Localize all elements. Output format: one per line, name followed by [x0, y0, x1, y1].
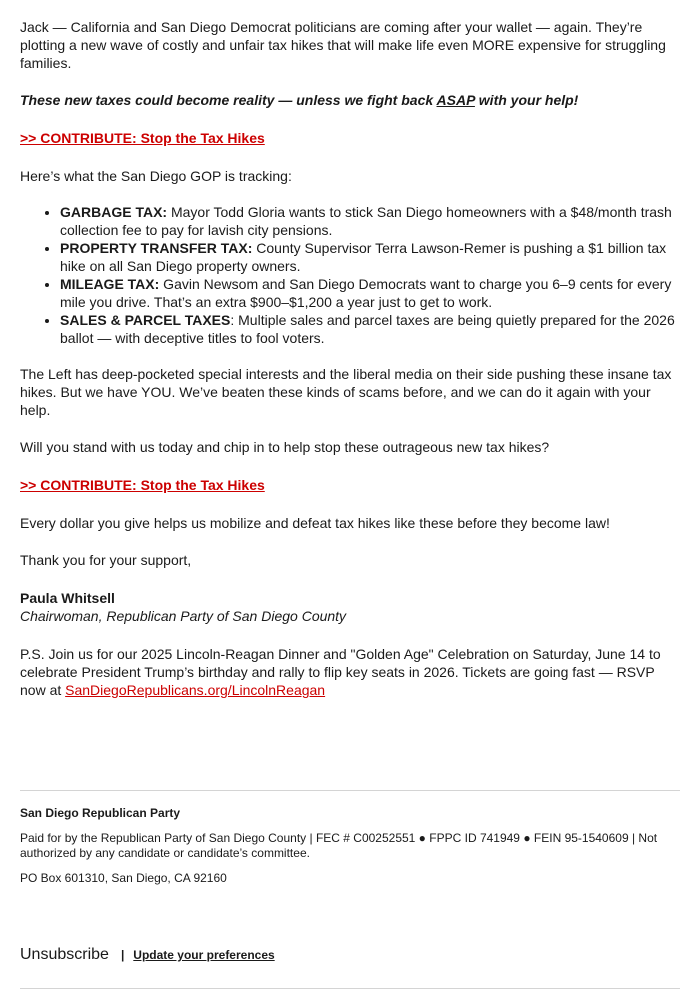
tax-hike-list — [20, 203, 682, 347]
footer-links — [20, 946, 275, 964]
update-preferences-link[interactable]: Update your preferences — [133, 948, 275, 962]
tax-item-text: County Supervisor Terra Lawson-Remer is pushing a $1 billion tax hike on all San Diego property owners. — [60, 240, 667, 274]
link-separator: | — [120, 948, 125, 962]
ps-text: P.S. Join us for our 2025 Lincoln-Reagan Dinner and "Golden Age" Celebration on Saturday, June 14 to celebrate President Trump’s birthday and rally to flip key seats in 2026. Tickets are going fast — RSVP now at — [20, 646, 661, 698]
stand-paragraph: Will you stand with us today and chip in to help stop these outrageous new tax hikes? — [20, 439, 550, 455]
footer-divider-bottom — [20, 988, 680, 989]
warning-text-after: with your help! — [474, 92, 579, 108]
list-item-mileage-tax — [60, 275, 682, 311]
list-item-garbage-tax — [60, 203, 682, 239]
warning-text-before: These new taxes could become reality — unless we fight back — [20, 92, 437, 108]
warning-paragraph — [20, 91, 682, 109]
list-item-property-transfer-tax — [60, 239, 682, 275]
left-paragraph: The Left has deep-pocketed special interests and the liberal media on their side pushing these insane tax hikes. But we have YOU. We’ve beaten these kinds of scams before, and we can do it again with your help. — [20, 366, 672, 418]
lincoln-reagan-link[interactable]: SanDiegoRepublicans.org/LincolnReagan — [65, 682, 326, 698]
ps-paragraph — [20, 645, 682, 699]
tax-item-title: PROPERTY TRANSFER TAX: — [60, 240, 253, 256]
list-item-sales-parcel-taxes — [60, 311, 682, 347]
footer-address: PO Box 601310, San Diego, CA 92160 — [20, 871, 227, 885]
unsubscribe-link[interactable]: Unsubscribe — [20, 946, 109, 963]
tax-item-text: Gavin Newsom and San Diego Democrats want to charge you 6–9 cents for every mile you drive. That’s an extra $900–$1,200 a year just to get to work. — [60, 276, 672, 310]
dollar-paragraph: Every dollar you give helps us mobilize and defeat tax hikes like these before they become law! — [20, 515, 610, 531]
signer-title: Chairwoman, Republican Party of San Diego County — [20, 608, 347, 624]
email-body — [20, 18, 682, 699]
tax-item-text: : Multiple sales and parcel taxes are being quietly prepared for the 2026 ballot — with deceptive titles to fool voters. — [60, 312, 675, 346]
tax-item-text: Mayor Todd Gloria wants to stick San Diego homeowners with a $48/month trash collection fee to pay for lavish city pensions. — [60, 204, 672, 238]
footer-org-name: San Diego Republican Party — [20, 806, 181, 820]
tracking-intro: Here’s what the San Diego GOP is tracking: — [20, 168, 292, 184]
intro-paragraph: Jack — California and San Diego Democrat politicians are coming after your wallet — again. They’re plotting a new wave of costly and unfair tax hikes that will make life even MORE expensive for struggling families. — [20, 19, 666, 71]
signer-name: Paula Whitsell — [20, 590, 115, 606]
tax-item-title: MILEAGE TAX: — [60, 276, 160, 292]
contribute-link-top[interactable]: >> CONTRIBUTE: Stop the Tax Hikes — [20, 130, 265, 146]
footer-paid-for: Paid for by the Republican Party of San Diego County | FEC # C00252551 ● FPPC ID 741949 ● FEIN 95-1540609 | Not authorized by any candidate or candidate’s committee. — [20, 831, 658, 860]
tax-item-title: GARBAGE TAX: — [60, 204, 168, 220]
contribute-link-bottom[interactable]: >> CONTRIBUTE: Stop the Tax Hikes — [20, 477, 265, 493]
warning-asap: ASAP — [436, 92, 475, 108]
tax-item-title: SALES & PARCEL TAXES — [60, 312, 231, 328]
footer-divider-top — [20, 790, 680, 791]
thanks-paragraph: Thank you for your support, — [20, 552, 192, 568]
